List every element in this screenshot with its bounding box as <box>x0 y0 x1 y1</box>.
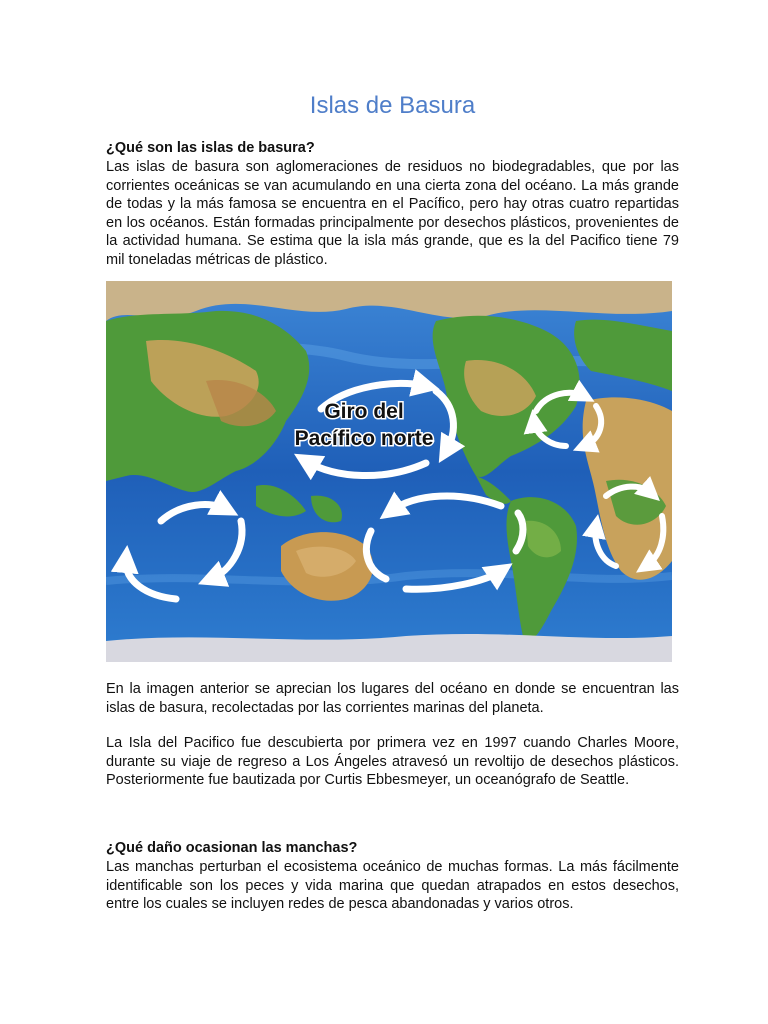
antarctica-landmass <box>106 634 672 662</box>
gyre-label-line1: Giro del <box>324 400 404 423</box>
section-damage <box>106 839 679 914</box>
map-image <box>106 281 672 662</box>
section-heading: ¿Qué son las islas de basura? <box>106 140 315 156</box>
document-title: Islas de Basura <box>309 92 476 119</box>
section-discovery <box>106 734 679 790</box>
section-body: En la imagen anterior se aprecian los lugares del océano en donde se encuentran las islas de basura, recolectadas por las corrientes marinas del planeta. <box>106 681 679 716</box>
section-body: Las islas de basura son aglomeraciones de residuos no biodegradables, que por las corrientes oceánicas se van acumulando en una cierta zona del océano. La más grande de todas y la más famosa se encuentra en el Pacífico, pero hay otras cuatro repartidas en los océanos. Están formadas principalmente por desechos plásticos, provenientes de la actividad humana. Se estima que la isla más grande, que es la del Pacifico tiene 79 mil toneladas métricas de plástico. <box>106 159 679 268</box>
section-body: La Isla del Pacifico fue descubierta por primera vez en 1997 cuando Charles Moore, durante su viaje de regreso a Los Ángeles atravesó un revoltijo de desechos plásticos. Posteriormente fue bautizada por Curtis Ebbesmeyer, un oceanógrafo de Seattle. <box>106 735 679 789</box>
section-what-are <box>106 139 679 270</box>
section-body: Las manchas perturban el ecosistema oceánico de muchas formas. La más fácilmente identificable son los peces y vida marina que quedan atrapados en estos desechos, entre los cuales se incluyen redes de pesca abandonadas y varios otros. <box>106 859 679 913</box>
section-image-caption <box>106 680 679 717</box>
section-heading: ¿Qué daño ocasionan las manchas? <box>106 840 358 856</box>
ocean-gyres-map <box>106 281 672 662</box>
gyre-label-line2: Pacífico norte <box>294 427 434 450</box>
